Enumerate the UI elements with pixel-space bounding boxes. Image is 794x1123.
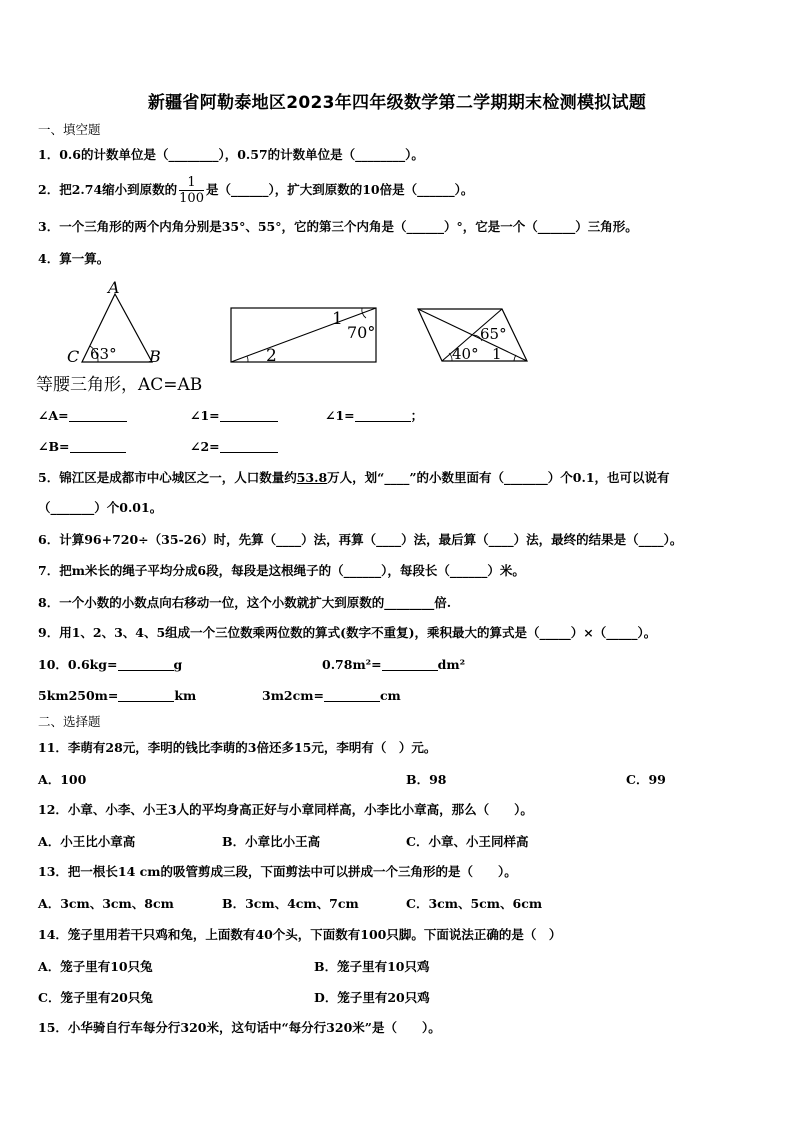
question-9: 9．用1、2、3、4、5组成一个三位数乘两位数的算式(数字不重复)，乘积最大的算式是（_____）×（_____）。 bbox=[38, 625, 657, 640]
section-heading-fill-blank: 一、填空题 bbox=[38, 122, 101, 137]
question-1: 1．0.6的计数单位是（________），0.57的计数单位是（________）。 bbox=[38, 147, 424, 162]
parallelogram-angle-arc-right bbox=[514, 355, 516, 361]
question-10-b-unit: dm² bbox=[437, 657, 466, 672]
angle-label-2: 2 bbox=[266, 346, 277, 366]
question-10-c-unit: km bbox=[174, 688, 197, 703]
question-12-option-c[interactable]: C．小章、小王同样高 bbox=[406, 834, 529, 849]
question-10-b-label: 0.78m²= bbox=[322, 657, 382, 672]
answer-angle-2 bbox=[190, 438, 278, 456]
vertex-label-c: C bbox=[67, 347, 80, 366]
answer-blank[interactable] bbox=[220, 407, 278, 422]
angle-label-65: 65° bbox=[480, 325, 507, 343]
question-8: 8．一个小数的小数点向右移动一位，这个小数就扩大到原数的________倍. bbox=[38, 595, 452, 610]
question-4: 4．算一算。 bbox=[38, 251, 110, 266]
angle-label-70: 70° bbox=[347, 323, 376, 342]
answer-blank[interactable] bbox=[118, 687, 174, 702]
page-title: 新疆省阿勒泰地区2023年四年级数学第二学期期末检测模拟试题 bbox=[147, 93, 647, 113]
answer-angle-1-rect-label: ∠1= bbox=[190, 408, 220, 423]
question-5-line-2: （_______）个0.01。 bbox=[38, 500, 163, 515]
question-12-option-a[interactable]: A．小王比小章高 bbox=[38, 834, 136, 849]
question-10-c bbox=[38, 687, 196, 705]
question-10-a-unit: g bbox=[173, 657, 183, 672]
question-11: 11．李萌有28元，李明的钱比李萌的3倍还多15元，李明有（ ）元。 bbox=[38, 740, 437, 755]
parallelogram-figure bbox=[412, 305, 534, 367]
question-10-a-label: 10．0.6kg= bbox=[38, 657, 118, 672]
vertex-label-a: A bbox=[108, 280, 120, 297]
question-2-prefix: 2．把2.74缩小到原数的 bbox=[38, 182, 178, 197]
figure-caption: 等腰三角形，AC=AB bbox=[36, 375, 203, 395]
vertex-label-b: B bbox=[149, 347, 161, 366]
angle-label-1: 1 bbox=[332, 309, 343, 329]
question-10-b bbox=[322, 656, 465, 674]
answer-angle-a bbox=[38, 407, 127, 425]
answer-blank[interactable] bbox=[355, 407, 411, 422]
answer-blank[interactable] bbox=[382, 656, 438, 671]
answer-angle-b-label: ∠B= bbox=[38, 439, 70, 454]
question-10-a bbox=[38, 656, 182, 674]
question-14-option-b[interactable]: B．笼子里有10只鸡 bbox=[314, 959, 430, 974]
answer-blank[interactable] bbox=[220, 438, 278, 453]
answer-blank[interactable] bbox=[69, 407, 127, 422]
question-11-option-c[interactable]: C．99 bbox=[626, 772, 666, 787]
angle-label-1-parallelogram: 1 bbox=[492, 345, 502, 363]
question-5-text-b: 万人，划“____”的小数里面有（_______）个0.1，也可以说有 bbox=[327, 470, 670, 485]
triangle-figure bbox=[60, 280, 180, 370]
question-11-option-a[interactable]: A．100 bbox=[38, 772, 87, 787]
fraction-numerator: 1 bbox=[179, 175, 204, 191]
answer-angle-1-rect bbox=[190, 407, 278, 425]
answer-angle-a-label: ∠A= bbox=[38, 408, 69, 423]
rectangle-figure bbox=[228, 305, 380, 367]
question-10-d-label: 3m2cm= bbox=[262, 688, 324, 703]
question-2 bbox=[38, 174, 473, 206]
question-3: 3．一个三角形的两个内角分别是35°、55°，它的第三个内角是（______）°，它是一个（______）三角形。 bbox=[38, 219, 638, 234]
answer-angle-1-para bbox=[325, 407, 423, 425]
question-12-option-b[interactable]: B．小章比小王高 bbox=[222, 834, 321, 849]
answer-angle-b bbox=[38, 438, 126, 456]
question-13-option-b[interactable]: B．3cm、4cm、7cm bbox=[222, 896, 359, 911]
fraction-denominator: 100 bbox=[179, 191, 204, 206]
angle-label-63: 63° bbox=[90, 345, 117, 363]
question-13-option-a[interactable]: A．3cm、3cm、8cm bbox=[38, 896, 174, 911]
question-11-option-b[interactable]: B．98 bbox=[406, 772, 447, 787]
question-5-text-a: 5．锦江区是成都市中心城区之一，人口数量约 bbox=[38, 470, 297, 485]
question-14-option-d[interactable]: D．笼子里有20只鸡 bbox=[314, 990, 430, 1005]
question-10-d-unit: cm bbox=[379, 688, 401, 703]
section-heading-choice: 二、选择题 bbox=[38, 714, 101, 729]
fraction-one-hundredth bbox=[179, 175, 204, 206]
question-12: 12．小章、小李、小王3人的平均身高正好与小章同样高，小李比小章高，那么（ ）。 bbox=[38, 802, 533, 817]
answer-blank[interactable] bbox=[118, 656, 174, 671]
answer-angle-1-para-label: ∠1= bbox=[325, 408, 355, 423]
rectangle-angle-arc-bottom bbox=[247, 356, 248, 362]
question-13: 13．把一根长14 cm的吸管剪成三段，下面剪法中可以拼成一个三角形的是（ ）。 bbox=[38, 864, 517, 879]
question-6: 6．计算96+720÷（35-26）时，先算（____）法，再算（____）法，最后算（____）法，最终的结果是（____）。 bbox=[38, 532, 683, 547]
question-13-option-c[interactable]: C．3cm、5cm、6cm bbox=[406, 896, 543, 911]
question-14: 14．笼子里用若干只鸡和兔，上面数有40个头，下面数有100只脚。下面说法正确的是（ ） bbox=[38, 927, 562, 942]
question-15: 15．小华骑自行车每分行320米，这句话中“每分行320米”是（ ）。 bbox=[38, 1020, 441, 1035]
question-2-suffix: 是（______），扩大到原数的10倍是（______）。 bbox=[205, 182, 474, 197]
question-14-option-a[interactable]: A．笼子里有10只兔 bbox=[38, 959, 153, 974]
angle-label-40: 40° bbox=[452, 345, 479, 363]
question-10-c-label: 5km250m= bbox=[38, 688, 119, 703]
answer-semicolon: ； bbox=[410, 408, 424, 423]
answer-blank[interactable] bbox=[324, 687, 380, 702]
answer-angle-2-label: ∠2= bbox=[190, 439, 220, 454]
question-5-line-1 bbox=[38, 469, 670, 487]
question-5-underlined-number: 53.8 bbox=[296, 470, 328, 485]
question-10-d bbox=[262, 687, 401, 705]
question-7: 7．把m米长的绳子平均分成6段，每段是这根绳子的（______），每段长（______）米。 bbox=[38, 563, 525, 578]
answer-blank[interactable] bbox=[70, 438, 126, 453]
question-14-option-c[interactable]: C．笼子里有20只兔 bbox=[38, 990, 153, 1005]
